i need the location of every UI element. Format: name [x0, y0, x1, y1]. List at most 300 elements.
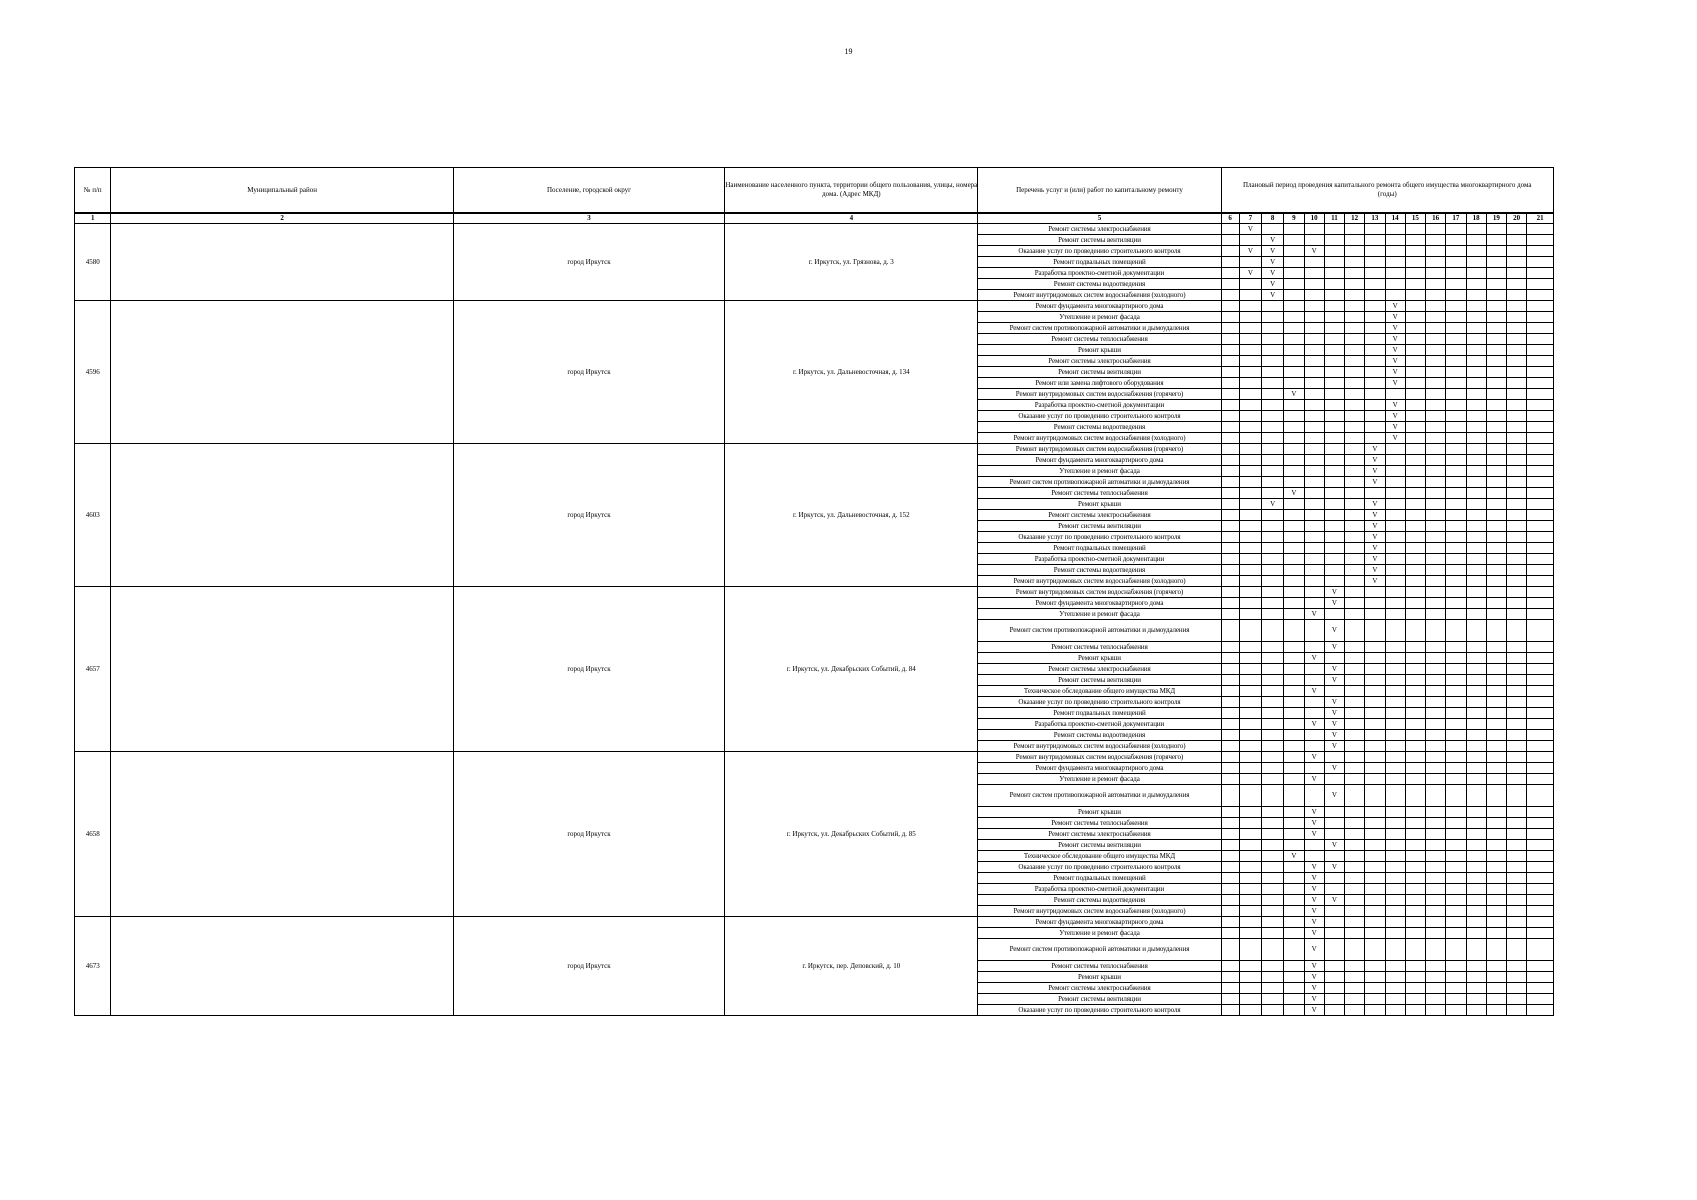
year-cell-16 [1426, 257, 1446, 268]
object-district [111, 444, 453, 587]
year-cell-16 [1426, 466, 1446, 477]
year-cell-6 [1221, 708, 1239, 719]
year-cell-15 [1405, 565, 1425, 576]
work-name: Ремонт системы теплоснабжения [978, 488, 1221, 499]
year-cell-18 [1466, 334, 1486, 345]
year-cell-8 [1262, 697, 1284, 708]
table-row [75, 917, 1554, 928]
year-cell-19 [1486, 455, 1506, 466]
year-cell-20 [1507, 752, 1527, 763]
year-cell-21 [1527, 499, 1554, 510]
year-cell-20 [1507, 807, 1527, 818]
year-cell-8: V [1262, 279, 1284, 290]
year-cell-12 [1345, 895, 1365, 906]
year-cell-15 [1405, 345, 1425, 356]
year-cell-8: V [1262, 257, 1284, 268]
year-cell-6 [1221, 488, 1239, 499]
year-cell-21 [1527, 466, 1554, 477]
year-cell-13 [1365, 917, 1385, 928]
work-name: Техническое обследование общего имущества МКД [978, 686, 1221, 697]
column-number: 4 [725, 213, 978, 224]
year-cell-21 [1527, 488, 1554, 499]
year-cell-9 [1284, 774, 1304, 785]
year-cell-7 [1239, 906, 1261, 917]
year-cell-8 [1262, 1005, 1284, 1016]
year-cell-7 [1239, 378, 1261, 389]
year-cell-10 [1304, 323, 1324, 334]
column-number: 6 [1221, 213, 1239, 224]
year-cell-6 [1221, 1005, 1239, 1016]
year-cell-9 [1284, 257, 1304, 268]
work-name: Ремонт системы электроснабжения [978, 224, 1221, 235]
year-cell-6 [1221, 609, 1239, 620]
year-cell-21 [1527, 752, 1554, 763]
year-cell-11 [1324, 455, 1344, 466]
year-cell-19 [1486, 554, 1506, 565]
year-cell-17 [1446, 367, 1466, 378]
year-cell-21 [1527, 917, 1554, 928]
year-cell-10: V [1304, 906, 1324, 917]
year-cell-20 [1507, 642, 1527, 653]
year-cell-21 [1527, 829, 1554, 840]
year-cell-12 [1345, 862, 1365, 873]
year-cell-17 [1446, 257, 1466, 268]
table-row [75, 752, 1554, 763]
object-group [75, 224, 1554, 301]
year-cell-20 [1507, 356, 1527, 367]
year-cell-8 [1262, 477, 1284, 488]
year-cell-11 [1324, 235, 1344, 246]
year-cell-10 [1304, 422, 1324, 433]
year-cell-12 [1345, 818, 1365, 829]
year-cell-19 [1486, 334, 1506, 345]
year-cell-9 [1284, 444, 1304, 455]
year-cell-12 [1345, 477, 1365, 488]
year-cell-19 [1486, 774, 1506, 785]
year-cell-8 [1262, 488, 1284, 499]
year-cell-13 [1365, 664, 1385, 675]
year-cell-9 [1284, 224, 1304, 235]
year-cell-12 [1345, 543, 1365, 554]
work-name: Ремонт системы электроснабжения [978, 983, 1221, 994]
year-cell-20 [1507, 257, 1527, 268]
year-cell-13 [1365, 807, 1385, 818]
year-cell-8 [1262, 444, 1284, 455]
year-cell-18 [1466, 818, 1486, 829]
year-cell-21 [1527, 807, 1554, 818]
year-cell-12 [1345, 972, 1365, 983]
year-cell-6 [1221, 928, 1239, 939]
year-cell-16 [1426, 290, 1446, 301]
year-cell-7 [1239, 576, 1261, 587]
year-cell-10 [1304, 851, 1324, 862]
year-cell-7 [1239, 873, 1261, 884]
year-cell-12 [1345, 499, 1365, 510]
year-cell-16 [1426, 587, 1446, 598]
year-cell-16 [1426, 884, 1446, 895]
year-cell-10 [1304, 741, 1324, 752]
work-name: Разработка проектно-сметной документации [978, 884, 1221, 895]
year-cell-20 [1507, 499, 1527, 510]
year-cell-15 [1405, 422, 1425, 433]
year-cell-18 [1466, 312, 1486, 323]
year-cell-9 [1284, 268, 1304, 279]
year-cell-16 [1426, 752, 1446, 763]
work-name: Ремонт системы водоотведения [978, 422, 1221, 433]
year-cell-18 [1466, 224, 1486, 235]
year-cell-16 [1426, 675, 1446, 686]
year-cell-18 [1466, 829, 1486, 840]
year-cell-17 [1446, 466, 1466, 477]
year-cell-11 [1324, 818, 1344, 829]
year-cell-6 [1221, 895, 1239, 906]
work-name: Утепление и ремонт фасада [978, 609, 1221, 620]
year-cell-6 [1221, 521, 1239, 532]
year-cell-7 [1239, 257, 1261, 268]
year-cell-16 [1426, 642, 1446, 653]
year-cell-9 [1284, 499, 1304, 510]
year-cell-12 [1345, 565, 1365, 576]
year-cell-16 [1426, 972, 1446, 983]
year-cell-14 [1385, 521, 1405, 532]
year-cell-12 [1345, 774, 1365, 785]
year-cell-12 [1345, 290, 1365, 301]
work-name: Ремонт внутридомовых систем водоснабжения (горячего) [978, 752, 1221, 763]
year-cell-6 [1221, 466, 1239, 477]
year-cell-13 [1365, 785, 1385, 807]
year-cell-13 [1365, 719, 1385, 730]
year-cell-21 [1527, 356, 1554, 367]
year-cell-6 [1221, 323, 1239, 334]
year-cell-14 [1385, 730, 1405, 741]
year-cell-7: V [1239, 246, 1261, 257]
year-cell-6 [1221, 598, 1239, 609]
year-cell-21 [1527, 565, 1554, 576]
year-cell-19 [1486, 719, 1506, 730]
year-cell-19 [1486, 906, 1506, 917]
work-name: Оказание услуг по проведению строительного контроля [978, 411, 1221, 422]
year-cell-12 [1345, 488, 1365, 499]
year-cell-14 [1385, 862, 1405, 873]
year-cell-17 [1446, 862, 1466, 873]
work-name: Ремонт внутридомовых систем водоснабжения (холодного) [978, 741, 1221, 752]
year-cell-18 [1466, 972, 1486, 983]
year-cell-16 [1426, 554, 1446, 565]
work-name: Ремонт системы вентиляции [978, 675, 1221, 686]
year-cell-16 [1426, 609, 1446, 620]
year-cell-11: V [1324, 895, 1344, 906]
year-cell-11 [1324, 928, 1344, 939]
year-cell-15 [1405, 873, 1425, 884]
year-cell-20 [1507, 895, 1527, 906]
year-cell-20 [1507, 466, 1527, 477]
year-cell-6 [1221, 730, 1239, 741]
year-cell-13 [1365, 334, 1385, 345]
year-cell-18 [1466, 521, 1486, 532]
year-cell-18 [1466, 235, 1486, 246]
year-cell-8 [1262, 818, 1284, 829]
year-cell-21 [1527, 587, 1554, 598]
year-cell-9 [1284, 532, 1304, 543]
year-cell-8 [1262, 708, 1284, 719]
year-cell-14 [1385, 224, 1405, 235]
year-cell-10 [1304, 697, 1324, 708]
year-cell-15 [1405, 301, 1425, 312]
year-cell-12 [1345, 587, 1365, 598]
year-cell-9 [1284, 378, 1304, 389]
year-cell-13 [1365, 301, 1385, 312]
year-cell-19 [1486, 576, 1506, 587]
year-cell-12 [1345, 763, 1365, 774]
year-cell-10 [1304, 840, 1324, 851]
year-cell-18 [1466, 917, 1486, 928]
year-cell-6 [1221, 477, 1239, 488]
year-cell-11 [1324, 334, 1344, 345]
year-cell-15 [1405, 653, 1425, 664]
year-cell-20 [1507, 532, 1527, 543]
year-cell-12 [1345, 906, 1365, 917]
year-cell-19 [1486, 411, 1506, 422]
year-cell-16 [1426, 521, 1446, 532]
year-cell-6 [1221, 829, 1239, 840]
year-cell-14 [1385, 389, 1405, 400]
year-cell-11: V [1324, 840, 1344, 851]
year-cell-16 [1426, 763, 1446, 774]
year-cell-21 [1527, 708, 1554, 719]
year-cell-13 [1365, 763, 1385, 774]
work-name: Ремонт крыши [978, 972, 1221, 983]
year-cell-11 [1324, 686, 1344, 697]
year-cell-12 [1345, 433, 1365, 444]
year-cell-10 [1304, 356, 1324, 367]
column-number: 9 [1284, 213, 1304, 224]
work-name: Ремонт систем противопожарной автоматики и дымоудаления [978, 620, 1221, 642]
year-cell-8: V [1262, 290, 1284, 301]
year-cell-7 [1239, 719, 1261, 730]
year-cell-7 [1239, 961, 1261, 972]
year-cell-15 [1405, 664, 1425, 675]
year-cell-16 [1426, 1005, 1446, 1016]
year-cell-13 [1365, 422, 1385, 433]
column-number: 18 [1466, 213, 1486, 224]
year-cell-9 [1284, 301, 1304, 312]
year-cell-19 [1486, 686, 1506, 697]
year-cell-14 [1385, 939, 1405, 961]
year-cell-7 [1239, 532, 1261, 543]
table-row [75, 224, 1554, 235]
year-cell-11: V [1324, 587, 1344, 598]
year-cell-13 [1365, 1005, 1385, 1016]
year-cell-9 [1284, 576, 1304, 587]
column-number-row [75, 213, 1554, 224]
year-cell-20 [1507, 840, 1527, 851]
year-cell-16 [1426, 774, 1446, 785]
year-cell-6 [1221, 246, 1239, 257]
year-cell-14 [1385, 532, 1405, 543]
column-number: 21 [1527, 213, 1554, 224]
year-cell-16 [1426, 279, 1446, 290]
header-district: Муниципальный район [111, 168, 453, 214]
year-cell-6 [1221, 961, 1239, 972]
year-cell-8 [1262, 895, 1284, 906]
year-cell-13 [1365, 367, 1385, 378]
year-cell-21 [1527, 312, 1554, 323]
year-cell-19 [1486, 400, 1506, 411]
year-cell-7 [1239, 928, 1261, 939]
year-cell-9 [1284, 686, 1304, 697]
year-cell-16 [1426, 840, 1446, 851]
year-cell-8 [1262, 884, 1284, 895]
work-name: Разработка проектно-сметной документации [978, 554, 1221, 565]
year-cell-7 [1239, 444, 1261, 455]
year-cell-17 [1446, 521, 1466, 532]
year-cell-16 [1426, 917, 1446, 928]
year-cell-15 [1405, 1005, 1425, 1016]
year-cell-21 [1527, 477, 1554, 488]
year-cell-9 [1284, 653, 1304, 664]
year-cell-8: V [1262, 499, 1284, 510]
year-cell-7 [1239, 730, 1261, 741]
year-cell-19 [1486, 257, 1506, 268]
year-cell-19 [1486, 807, 1506, 818]
year-cell-8 [1262, 323, 1284, 334]
year-cell-13 [1365, 323, 1385, 334]
year-cell-20 [1507, 785, 1527, 807]
object-settlement: город Иркутск [453, 587, 724, 752]
year-cell-11 [1324, 488, 1344, 499]
year-cell-14 [1385, 895, 1405, 906]
work-name: Ремонт систем противопожарной автоматики и дымоудаления [978, 477, 1221, 488]
year-cell-7 [1239, 895, 1261, 906]
year-cell-6 [1221, 224, 1239, 235]
year-cell-10: V [1304, 752, 1324, 763]
year-cell-14: V [1385, 400, 1405, 411]
year-cell-9 [1284, 1005, 1304, 1016]
year-cell-13 [1365, 851, 1385, 862]
year-cell-19 [1486, 697, 1506, 708]
year-cell-10 [1304, 565, 1324, 576]
year-cell-16 [1426, 323, 1446, 334]
year-cell-7 [1239, 565, 1261, 576]
year-cell-10: V [1304, 939, 1324, 961]
year-cell-10 [1304, 367, 1324, 378]
year-cell-15 [1405, 587, 1425, 598]
year-cell-15 [1405, 510, 1425, 521]
object-district [111, 587, 453, 752]
work-name: Утепление и ремонт фасада [978, 312, 1221, 323]
year-cell-14 [1385, 708, 1405, 719]
year-cell-20 [1507, 323, 1527, 334]
year-cell-11: V [1324, 664, 1344, 675]
year-cell-18 [1466, 279, 1486, 290]
year-cell-14 [1385, 741, 1405, 752]
year-cell-20 [1507, 609, 1527, 620]
year-cell-8 [1262, 598, 1284, 609]
year-cell-17 [1446, 708, 1466, 719]
year-cell-16 [1426, 829, 1446, 840]
year-cell-13 [1365, 862, 1385, 873]
year-cell-14: V [1385, 433, 1405, 444]
year-cell-9 [1284, 708, 1304, 719]
year-cell-9 [1284, 862, 1304, 873]
year-cell-20 [1507, 367, 1527, 378]
year-cell-14: V [1385, 422, 1405, 433]
year-cell-6 [1221, 807, 1239, 818]
year-cell-16 [1426, 928, 1446, 939]
year-cell-20 [1507, 862, 1527, 873]
year-cell-9 [1284, 356, 1304, 367]
year-cell-13 [1365, 246, 1385, 257]
year-cell-14 [1385, 290, 1405, 301]
year-cell-9 [1284, 587, 1304, 598]
year-cell-19 [1486, 708, 1506, 719]
year-cell-14 [1385, 587, 1405, 598]
register-sheet [74, 167, 1554, 1066]
year-cell-20 [1507, 433, 1527, 444]
header-period: Плановый период проведения капитального ремонта общего имущества многоквартирного дома (годы) [1221, 168, 1554, 214]
year-cell-16 [1426, 785, 1446, 807]
work-name: Ремонт системы водоотведения [978, 565, 1221, 576]
year-cell-21 [1527, 730, 1554, 741]
year-cell-13 [1365, 840, 1385, 851]
year-cell-21 [1527, 444, 1554, 455]
year-cell-12 [1345, 312, 1365, 323]
year-cell-13 [1365, 345, 1385, 356]
year-cell-18 [1466, 840, 1486, 851]
object-group [75, 301, 1554, 444]
year-cell-15 [1405, 554, 1425, 565]
year-cell-11 [1324, 807, 1344, 818]
year-cell-17 [1446, 895, 1466, 906]
year-cell-18 [1466, 323, 1486, 334]
year-cell-20 [1507, 543, 1527, 554]
year-cell-8 [1262, 917, 1284, 928]
year-cell-16 [1426, 532, 1446, 543]
year-cell-18 [1466, 884, 1486, 895]
year-cell-12 [1345, 411, 1365, 422]
year-cell-14: V [1385, 411, 1405, 422]
year-cell-18 [1466, 686, 1486, 697]
year-cell-7 [1239, 983, 1261, 994]
year-cell-12 [1345, 829, 1365, 840]
year-cell-10 [1304, 400, 1324, 411]
year-cell-17 [1446, 246, 1466, 257]
year-cell-18 [1466, 730, 1486, 741]
work-name: Разработка проектно-сметной документации [978, 268, 1221, 279]
year-cell-18 [1466, 389, 1486, 400]
year-cell-13 [1365, 378, 1385, 389]
year-cell-15 [1405, 543, 1425, 554]
year-cell-9 [1284, 719, 1304, 730]
year-cell-10: V [1304, 884, 1324, 895]
year-cell-17 [1446, 290, 1466, 301]
year-cell-21 [1527, 598, 1554, 609]
year-cell-15 [1405, 268, 1425, 279]
year-cell-6 [1221, 554, 1239, 565]
year-cell-9 [1284, 477, 1304, 488]
year-cell-19 [1486, 246, 1506, 257]
year-cell-15 [1405, 708, 1425, 719]
year-cell-21 [1527, 609, 1554, 620]
year-cell-8 [1262, 312, 1284, 323]
year-cell-11 [1324, 543, 1344, 554]
year-cell-21 [1527, 301, 1554, 312]
year-cell-20 [1507, 917, 1527, 928]
year-cell-16 [1426, 422, 1446, 433]
year-cell-13 [1365, 884, 1385, 895]
year-cell-11 [1324, 972, 1344, 983]
year-cell-16 [1426, 444, 1446, 455]
